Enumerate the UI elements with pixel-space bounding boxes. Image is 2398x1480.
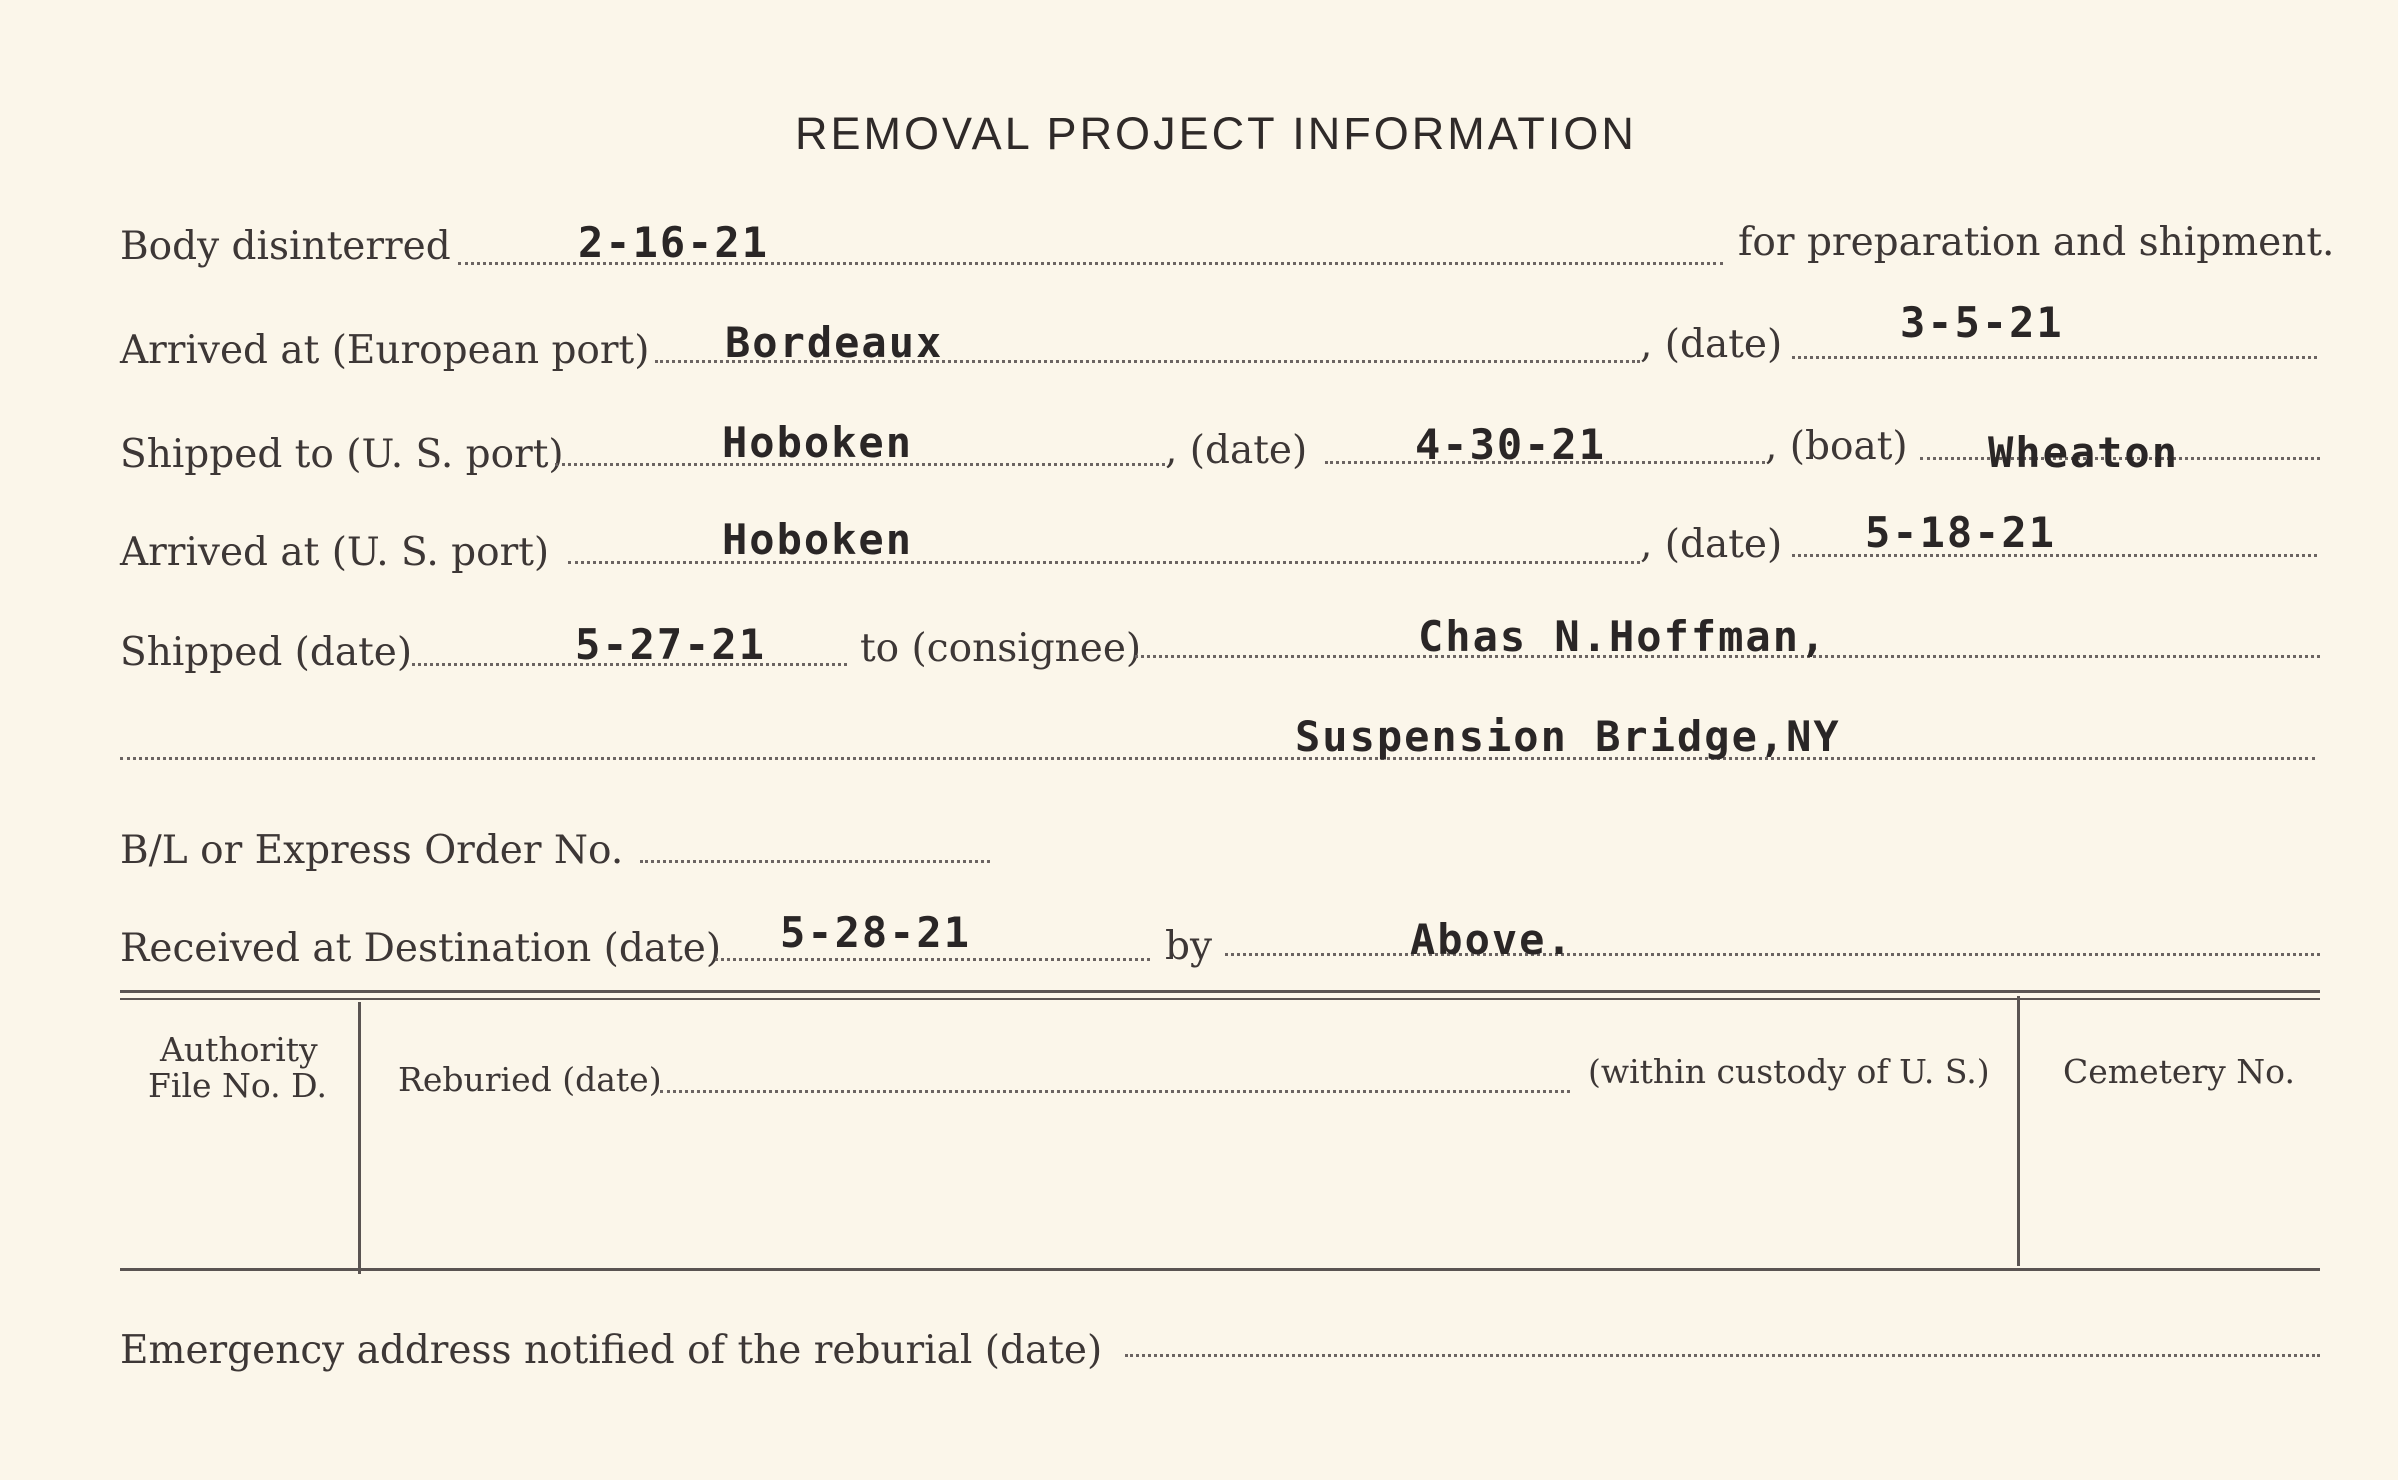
received-by-label: by <box>1165 924 1212 969</box>
box-top-rule-1 <box>120 990 2320 993</box>
received-by-value: Above. <box>1410 915 1574 964</box>
reburied-label: Reburied (date) <box>398 1060 662 1099</box>
emergency-label: Emergency address notified of the reburial (date) <box>120 1328 1103 1373</box>
arrived-us-value: Hoboken <box>722 515 914 564</box>
authority-label-1: Authority <box>160 1030 318 1069</box>
arrived-europe-label: Arrived at (European port) <box>120 328 650 373</box>
shipped-us-boat-label: , (boat) <box>1765 424 1908 469</box>
shipped-label: Shipped (date) <box>120 630 413 675</box>
disinterred-suffix: for preparation and shipment. <box>1738 220 2335 265</box>
card-title: REMOVAL PROJECT INFORMATION <box>795 108 1637 159</box>
arrived-europe-value: Bordeaux <box>725 318 944 367</box>
arrived-europe-date-label: , (date) <box>1640 322 1783 367</box>
arrived-europe-date-line <box>1792 356 2317 359</box>
arrived-us-label: Arrived at (U. S. port) <box>120 530 550 575</box>
custody-label: (within custody of U. S.) <box>1588 1052 1990 1091</box>
shipped-us-label: Shipped to (U. S. port) <box>120 432 564 477</box>
shipped-us-date-value: 4-30-21 <box>1415 420 1607 469</box>
consignee-label: to (consignee) <box>860 626 1142 671</box>
box-bottom-rule <box>120 1268 2320 1271</box>
bl-label: B/L or Express Order No. <box>120 828 624 873</box>
shipped-us-boat-value: Wheaton <box>1988 428 2180 477</box>
shipped-value: 5-27-21 <box>575 620 767 669</box>
arrived-us-date-value: 5-18-21 <box>1865 508 2057 557</box>
arrived-us-date-label: , (date) <box>1640 522 1783 567</box>
box-top-rule-2 <box>120 998 2320 1000</box>
box-right-divider <box>2017 996 2020 1266</box>
cemetery-label: Cemetery No. <box>2063 1052 2295 1091</box>
shipped-us-value: Hoboken <box>722 418 914 467</box>
consignee-value: Chas N.Hoffman, <box>1418 612 1828 661</box>
shipped-us-date-label: , (date) <box>1165 428 1308 473</box>
emergency-line <box>1125 1354 2320 1357</box>
received-value: 5-28-21 <box>780 908 972 957</box>
received-by-line <box>1225 953 2320 956</box>
consignee-line-2 <box>120 757 2315 760</box>
box-left-divider <box>358 1002 361 1274</box>
disinterred-value: 2-16-21 <box>578 218 770 267</box>
reburied-line <box>660 1090 1570 1093</box>
authority-label-2: File No. D. <box>148 1066 327 1105</box>
bl-line <box>640 860 990 863</box>
received-line <box>715 958 1150 961</box>
arrived-europe-date-value: 3-5-21 <box>1900 298 2064 347</box>
disinterred-label: Body disinterred <box>120 224 451 269</box>
consignee-address: Suspension Bridge,NY <box>1295 712 1841 761</box>
received-label: Received at Destination (date) <box>120 926 722 971</box>
